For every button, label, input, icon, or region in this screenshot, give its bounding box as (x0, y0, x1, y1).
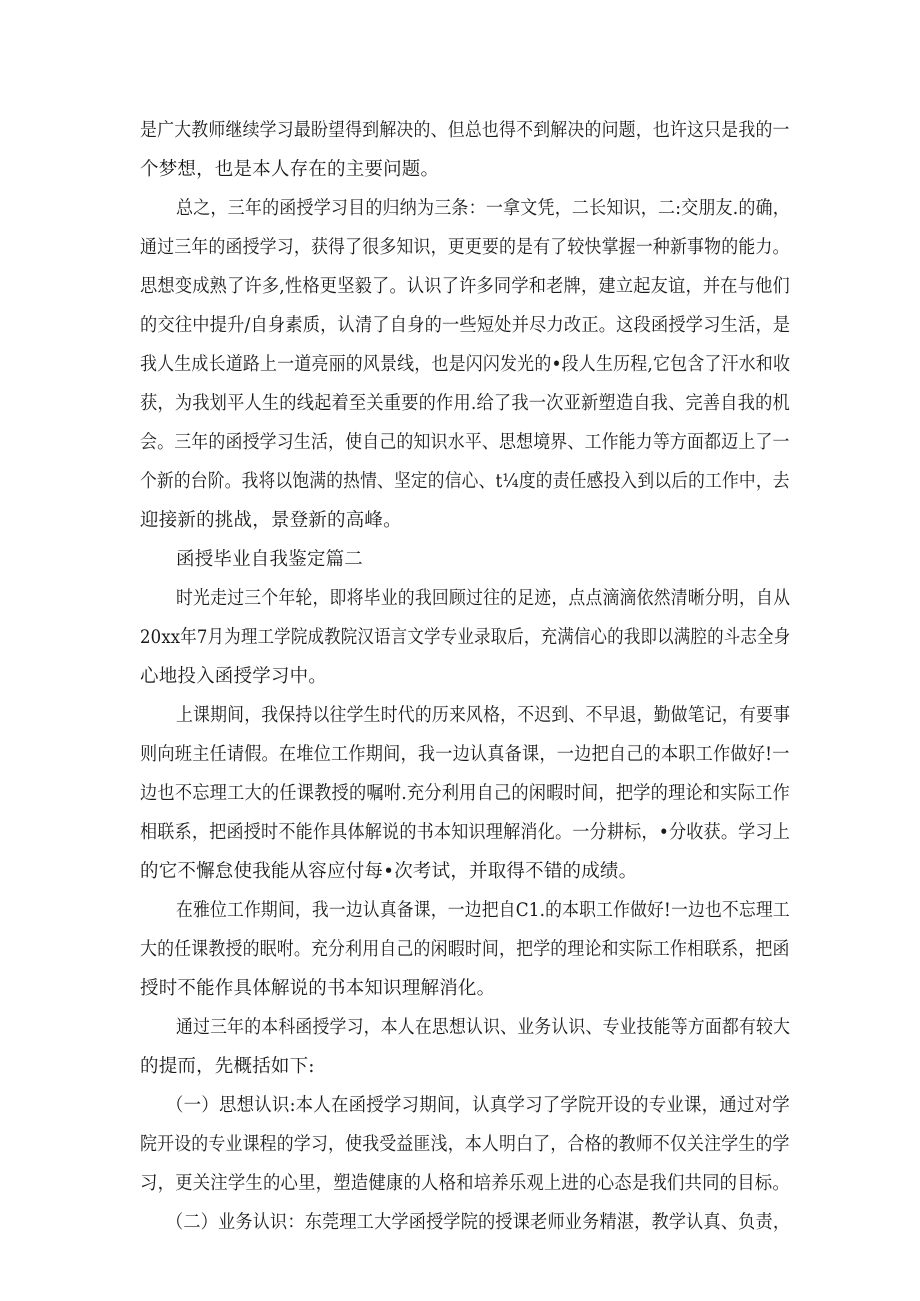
text-line: 的提而，先概括如下: (140, 1056, 315, 1077)
text-line: 会。三年的函授学习生活，使自己的知识水平、思想境界、工作能力等方面都迈上了一 (140, 432, 790, 453)
paragraph-first-line: 在雅位工作期间，我一边认真备课，一边把自C1.的本职工作做好!一边也不忘理工 (176, 900, 790, 921)
text-line: 大的任课教授的眠咐。充分利用自己的闲暇时间，把学的理论和实际工作相联系，把函 (140, 939, 790, 960)
text-line: 边也不忘理工大的任课教授的嘱咐.充分利用自己的闲暇时间，把学的理论和实际工作 (140, 783, 790, 804)
paragraph-first-line: 通过三年的本科函授学习，本人在思想认识、业务认识、专业技能等方面都有较大 (176, 1017, 791, 1038)
text-line: 个新的台阶。我将以饱满的热情、坚定的信心、t¼度的责任感投入到以后的工作中，去 (140, 471, 790, 492)
text-line: 个梦想，也是本人存在的主要问题。 (140, 159, 440, 180)
text-line: 思想变成熟了许多,性格更坚毅了。认识了许多同学和老牌，建立起友谊，并在与他们 (140, 276, 790, 297)
paragraph-first-line: 时光走过三个年轮，即将毕业的我回顾过往的足迹，点点滴滴依然清晰分明，自从 (176, 588, 791, 609)
text-line: 获，为我划平人生的线起着至关重要的作用.给了我一次亚新塑造自我、完善自我的机 (140, 393, 790, 414)
text-line: 相联系，把函授时不能作具体解说的书本知识理解消化。一分耕标，•分收获。学习上 (140, 822, 791, 843)
text-line: 则向班主任请假。在堆位工作期间，我一边认真备课，一边把自己的本职工作做好!一 (140, 744, 790, 765)
text-line: 我人生成长道路上一道亮丽的风景线，也是闪闪发光的•段人生历程,它包含了汗水和收 (140, 354, 791, 375)
text-line: 通过三年的函授学习，获得了很多知识，更更要的是有了较快掌握一种新事物的能力。 (140, 237, 790, 258)
text-line: 20xx年7月为理工学院成教院汉语言文学专业录取后，充满信心的我即以满腔的斗志全身 (140, 627, 791, 648)
text-line: 是广大教师继续学习最盼望得到解决的、但总也得不到解决的问题，也许这只是我的一 (140, 120, 790, 141)
section-heading: 函授毕业自我鉴定篇二 (176, 549, 364, 570)
text-line: 心地投入函授学习中。 (140, 666, 328, 687)
text-line: 授时不能作具体解说的书本知识理解消化。 (140, 978, 496, 999)
paragraph-first-line: 上课期间，我保持以往学生时代的历来风格，不迟到、不早退，勤做笔记，有要事 (176, 705, 791, 726)
paragraph-first-line: （二）业务认识：东莞理工大学函授学院的授课老师业务精湛，教学认真、负责， (166, 1212, 791, 1233)
text-line: 院开设的专业课程的学习，使我受益匪浅，本人明白了，合格的教师不仅关注学生的学 (140, 1134, 790, 1155)
paragraph-first-line: （一）思想认识:本人在函授学习期间，认真学习了学院开设的专业课，通过对学 (166, 1095, 790, 1116)
text-line: 习，更关注学生的心里，塑造健康的人格和培养乐观上进的心态是我们共同的目标。 (140, 1173, 790, 1194)
text-line: 迎接新的挑战，景登新的高峰。 (140, 510, 402, 531)
text-line: 的它不懈怠使我能从容应付每•次考试，并取得不错的成绩。 (140, 861, 638, 882)
text-line: 的交往中提升/自身素质，认清了自身的一些短处并尽力改正。这段函授学习生活，是 (140, 315, 791, 336)
paragraph-first-line: 总之，三年的函授学习目的归纳为三条：一拿文凭，二长知识，二:交朋友.的确， (176, 198, 791, 219)
